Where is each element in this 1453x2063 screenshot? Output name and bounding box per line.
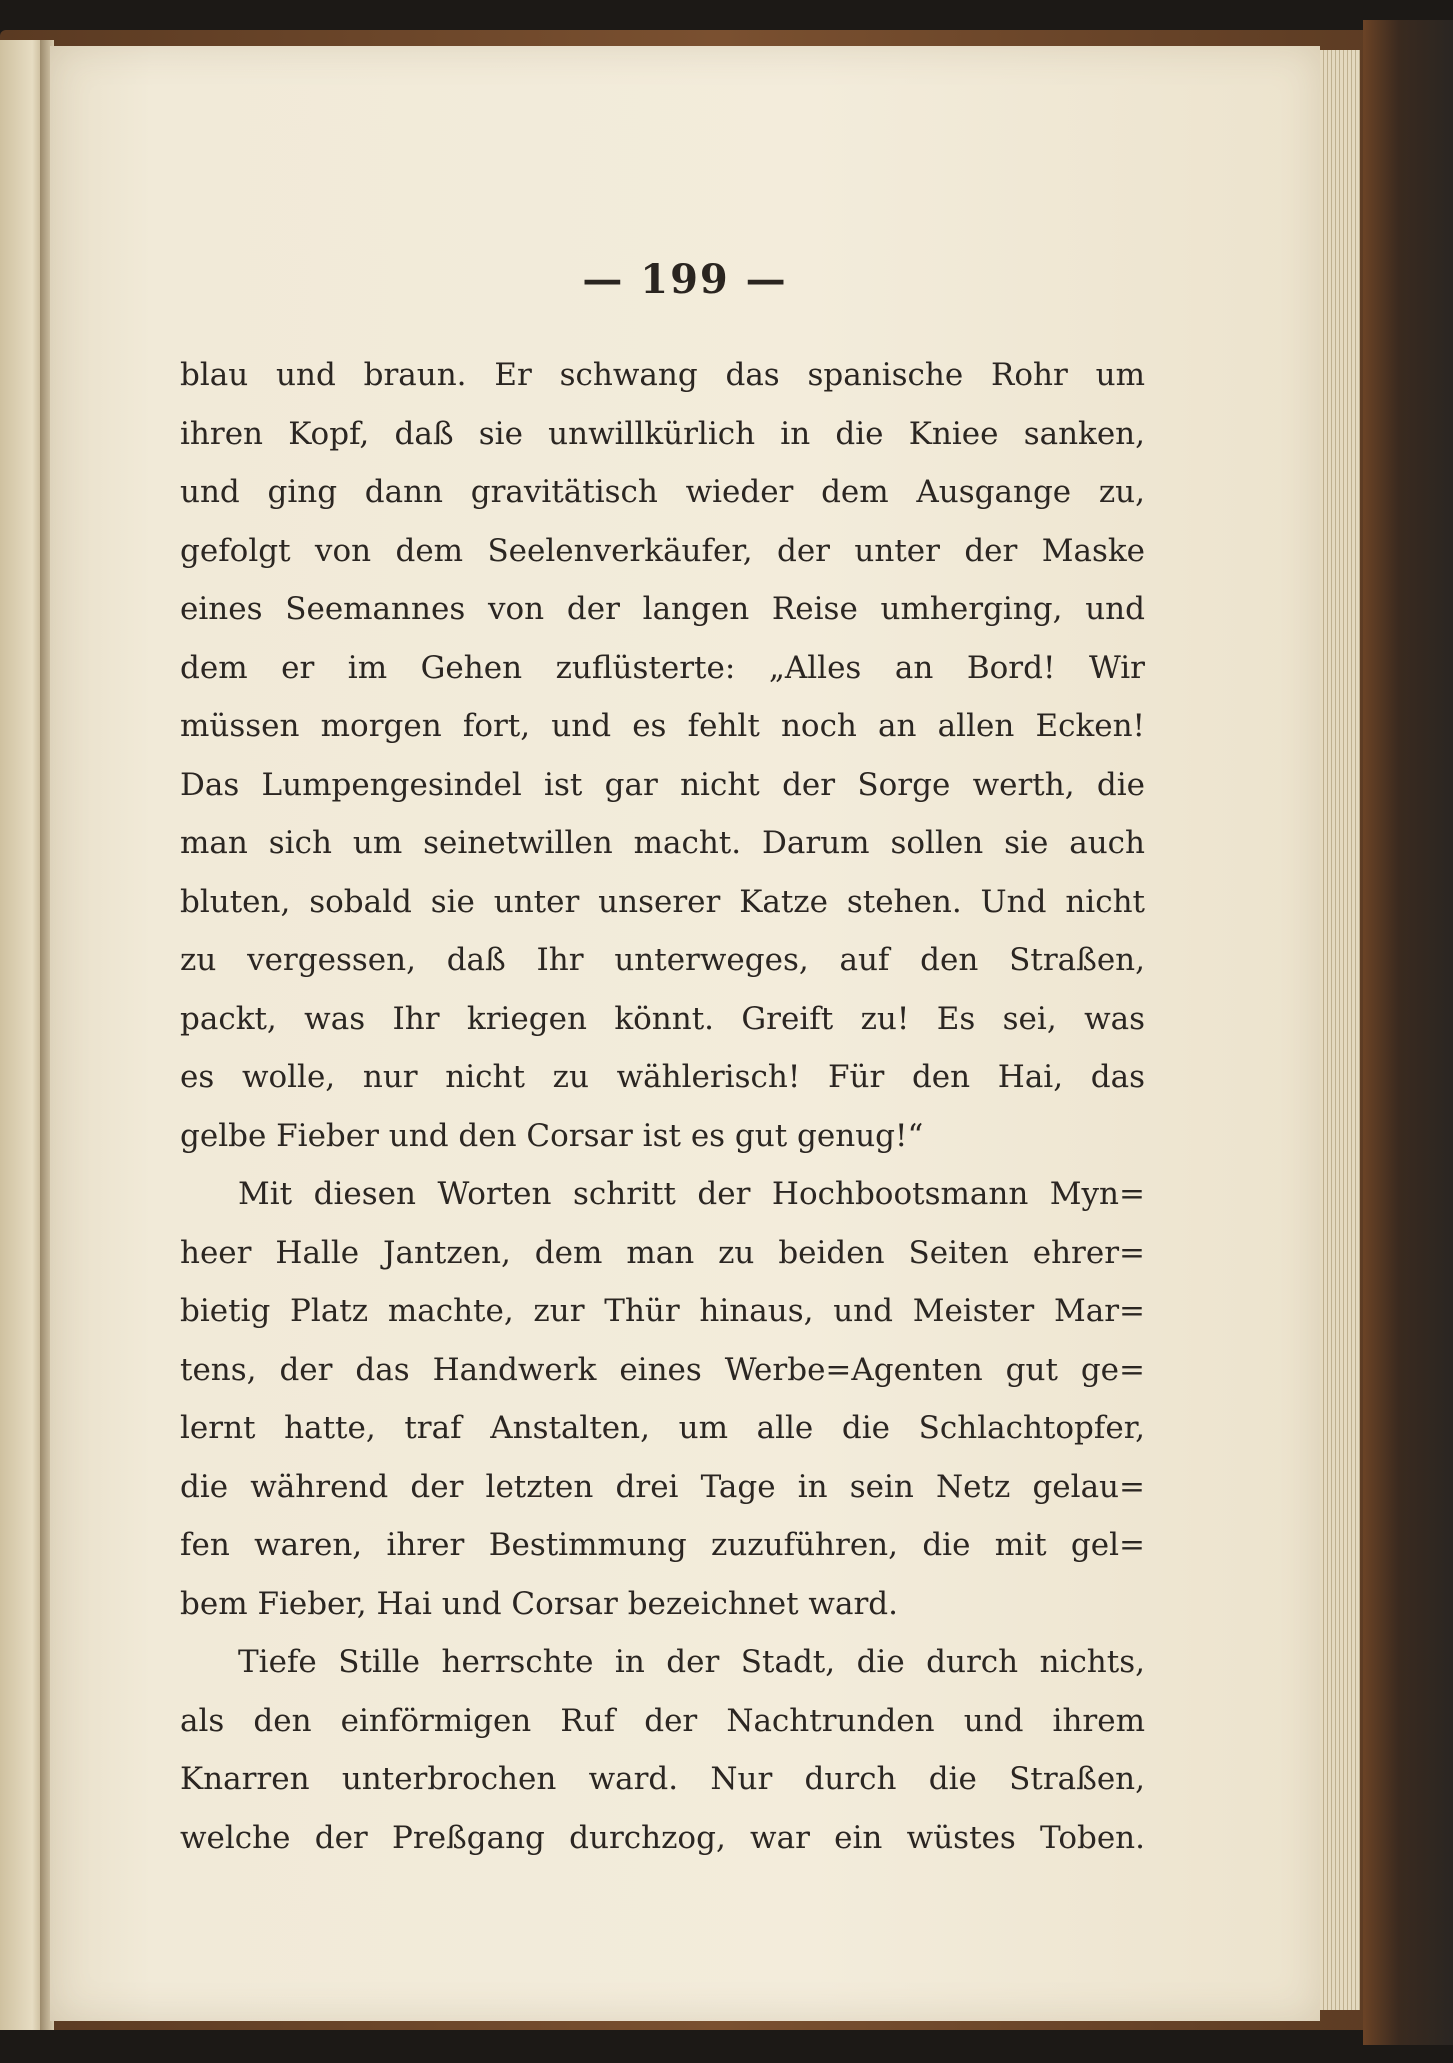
page-number: — 199 — xyxy=(582,256,788,303)
text-line: packt, was Ihr kriegen könnt. Greift zu! Es sei, was xyxy=(180,1000,1145,1037)
text-line: blau und braun. Er schwang das spanische Rohr um xyxy=(180,357,1145,393)
text-line: Mit diesen Worten schritt der Hochbootsmann Myn= xyxy=(238,1176,1145,1212)
text-line: es wolle, nur nicht zu wählerisch! Für den Hai, das xyxy=(180,1059,1145,1095)
text-line: bem Fieber, Hai und Corsar bezeichnet ward. xyxy=(180,1585,898,1622)
text-line: fen waren, ihrer Bestimmung zuzuführen, die mit gel= xyxy=(180,1527,1145,1563)
text-line: zu vergessen, daß Ihr unterweges, auf den Straßen, xyxy=(180,942,1145,978)
text-line: bietig Platz machte, zur Thür hinaus, und Meister Mar= xyxy=(180,1293,1145,1329)
text-line: als den einförmigen Ruf der Nachtrunden und ihrem xyxy=(180,1702,1145,1739)
text-line: Das Lumpengesindel ist gar nicht der Sorge werth, die xyxy=(180,766,1145,803)
text-line: ihren Kopf, daß sie unwillkürlich in die Kniee sanken, xyxy=(180,415,1145,452)
text-line: tens, der das Handwerk eines Werbe=Agenten gut ge= xyxy=(180,1351,1145,1388)
text-line: gelbe Fieber und den Corsar ist es gut genug!“ xyxy=(180,1117,924,1154)
text-line: die während der letzten drei Tage in sein Netz gelau= xyxy=(180,1468,1145,1505)
page-text xyxy=(180,346,1145,1867)
text-line: heer Halle Jantzen, dem man zu beiden Seiten ehrer= xyxy=(180,1234,1145,1271)
text-line: bluten, sobald sie unter unserer Katze stehen. Und nicht xyxy=(180,883,1145,920)
text-line: lernt hatte, traf Anstalten, um alle die Schlachtopfer, xyxy=(180,1410,1145,1446)
text-line: und ging dann gravitätisch wieder dem Ausgange zu, xyxy=(180,474,1145,510)
book-page xyxy=(50,46,1320,2021)
book-cover-right xyxy=(1363,20,1453,2045)
text-line: man sich um seinetwillen macht. Darum sollen sie auch xyxy=(180,825,1145,861)
text-line: gefolgt von dem Seelenverkäufer, der unter der Maske xyxy=(180,532,1145,569)
text-line: müssen morgen fort, und es fehlt noch an allen Ecken! xyxy=(180,708,1145,744)
text-line: eines Seemannes von der langen Reise umherging, und xyxy=(180,591,1145,627)
text-line: welche der Preßgang durchzog, war ein wüstes Toben. xyxy=(180,1819,1145,1856)
text-line: Knarren unterbrochen ward. Nur durch die Straßen, xyxy=(180,1761,1145,1797)
text-line: dem er im Gehen zuflüsterte: „Alles an Bord! Wir xyxy=(180,649,1145,686)
text-line: Tiefe Stille herrschte in der Stadt, die durch nichts, xyxy=(238,1644,1145,1680)
